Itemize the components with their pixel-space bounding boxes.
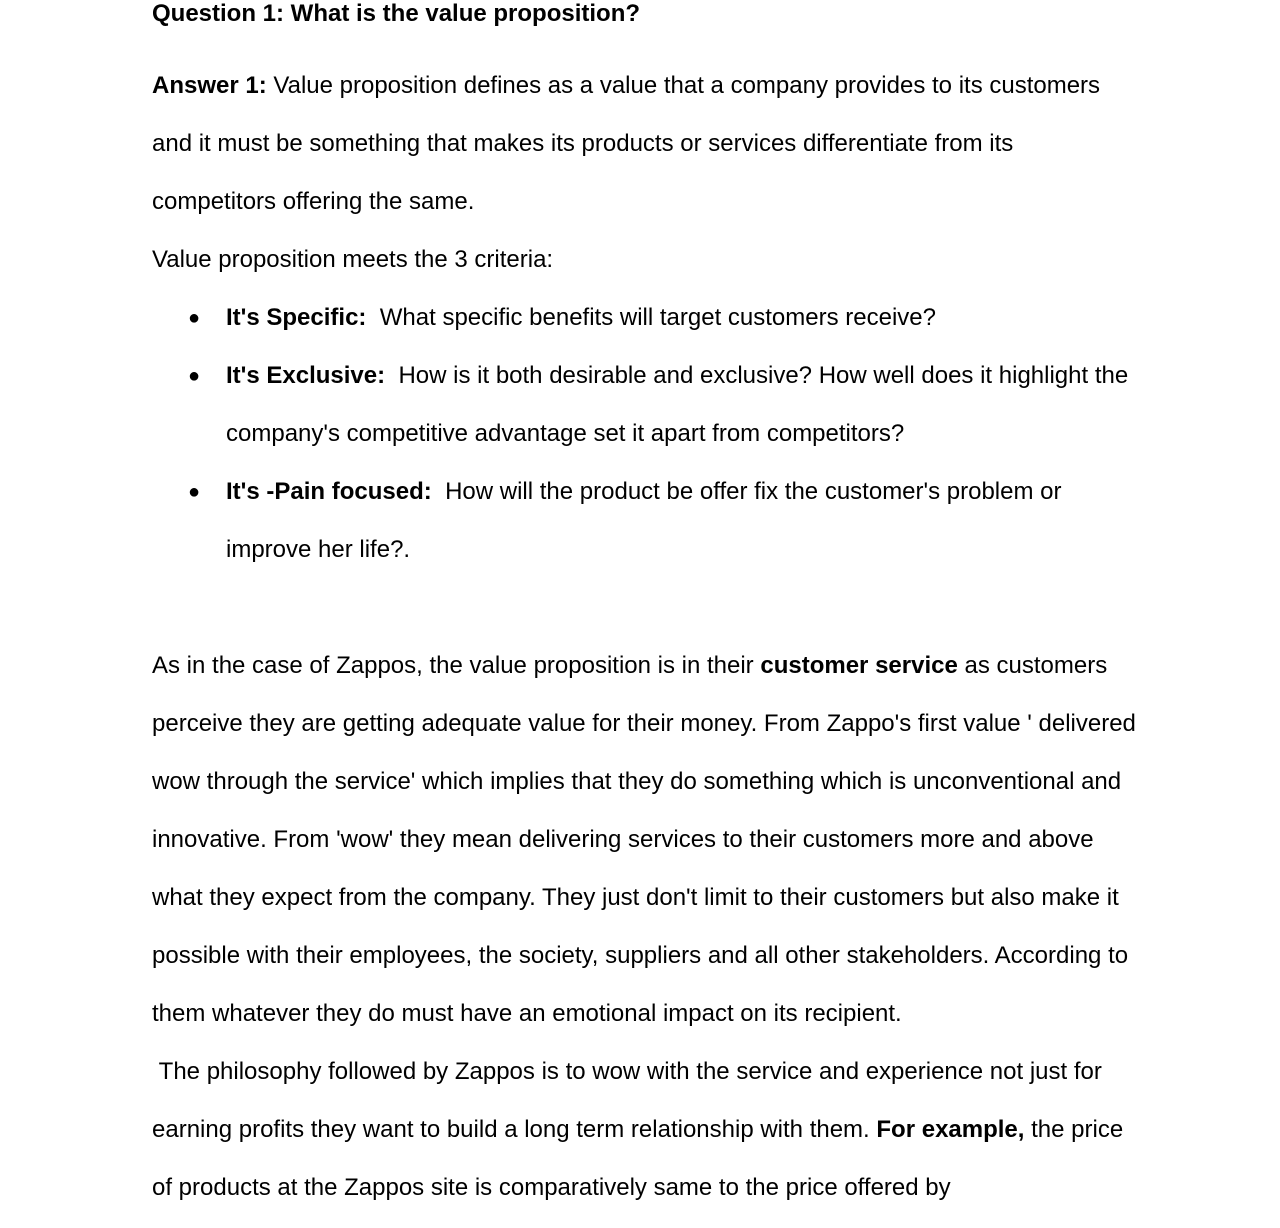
bullet-icon: ●	[188, 307, 201, 329]
criteria-intro: Value proposition meets the 3 criteria:	[152, 246, 554, 273]
document-body	[152, 0, 1142, 1217]
question-title: Question 1: What is the value proposition?	[152, 0, 641, 27]
criteria-text: How is it both desirable and exclusive? How well does it highlight the company's competitive advantage set it apart from competitors?	[226, 362, 1129, 447]
answer-text: Value proposition defines as a value that a company provides to its customers and it must be something that makes its products or services differentiate from its competitors offering the same.	[152, 72, 1101, 215]
criteria-text: What specific benefits will target customers receive?	[379, 304, 936, 331]
criteria-label: It's -Pain focused:	[226, 478, 432, 505]
answer-paragraph	[152, 57, 1142, 231]
criteria-text: How will the product be offer fix the customer's problem or improve her life?.	[226, 478, 1062, 563]
criteria-list	[152, 289, 1142, 579]
criteria-label: It's Specific:	[226, 304, 367, 331]
criteria-item-specific	[152, 289, 1142, 347]
criteria-label: It's Exclusive:	[226, 362, 386, 389]
zappos-p1-text: As in the case of Zappos, the value proposition is in their	[152, 652, 754, 679]
criteria-item-pain-focused	[152, 463, 1142, 579]
zappos-paragraph-2	[152, 1043, 1142, 1217]
zappos-p1-text-cont: as customers perceive they are getting adequate value for their money. From Zappo's first value ' delivered wow through the service' which implies that they do something which is unconventional and innovative. From 'wow' they mean delivering services to their customers more and above what they expect from the company. They just don't limit to their customers but also make it possible with their employees, the society, suppliers and all other stakeholders. According to them whatever they do must have an emotional impact on its recipient.	[152, 652, 1136, 1027]
zappos-paragraph-1	[152, 637, 1142, 1043]
zappos-p2-highlight: For example,	[876, 1116, 1025, 1143]
zappos-p2-text: The philosophy followed by Zappos is to wow with the service and experience not just for earning profits they want to build a long term relationship with them.	[152, 1058, 1102, 1143]
zappos-p2-text-cont: the price of products at the Zappos site is comparatively same to the price offered by	[152, 1116, 1124, 1201]
blank-line	[152, 579, 1142, 637]
bullet-icon: ●	[188, 365, 201, 387]
bullet-icon: ●	[188, 481, 201, 503]
zappos-p1-highlight: customer service	[760, 652, 958, 679]
criteria-item-exclusive	[152, 347, 1142, 463]
answer-label: Answer 1:	[152, 72, 267, 99]
